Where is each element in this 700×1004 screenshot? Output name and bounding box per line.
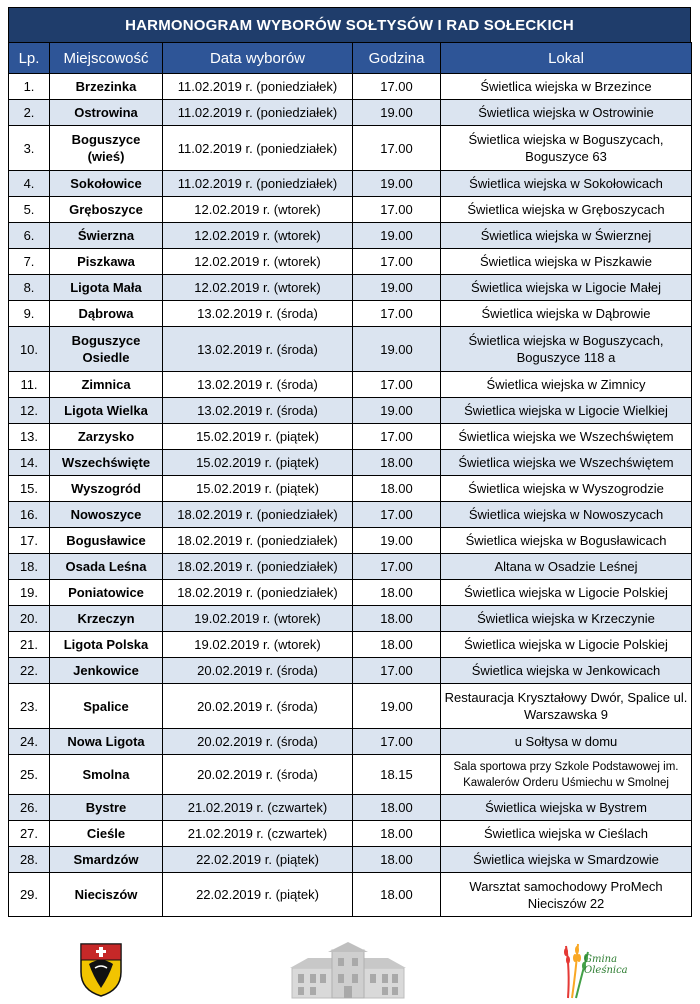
table-row bbox=[9, 197, 692, 223]
town-name: Brzezinka bbox=[50, 74, 163, 100]
row-number: 8. bbox=[9, 275, 50, 301]
table-row bbox=[9, 171, 692, 197]
schedule-sheet bbox=[8, 7, 691, 917]
row-number: 25. bbox=[9, 755, 50, 795]
election-hour: 19.00 bbox=[353, 223, 441, 249]
election-date: 13.02.2019 r. (środa) bbox=[163, 372, 353, 398]
venue: Świetlica wiejska w Cieślach bbox=[441, 821, 692, 847]
table-row bbox=[9, 554, 692, 580]
election-hour: 18.00 bbox=[353, 450, 441, 476]
election-date: 15.02.2019 r. (piątek) bbox=[163, 424, 353, 450]
town-name: Dąbrowa bbox=[50, 301, 163, 327]
town-name: Ostrowina bbox=[50, 100, 163, 126]
election-date: 11.02.2019 r. (poniedziałek) bbox=[163, 100, 353, 126]
table-row bbox=[9, 74, 692, 100]
row-number: 28. bbox=[9, 847, 50, 873]
election-date: 20.02.2019 r. (środa) bbox=[163, 658, 353, 684]
election-date: 20.02.2019 r. (środa) bbox=[163, 729, 353, 755]
town-name: Boguszyce (wieś) bbox=[50, 126, 163, 171]
row-number: 23. bbox=[9, 684, 50, 729]
row-number: 22. bbox=[9, 658, 50, 684]
row-number: 19. bbox=[9, 580, 50, 606]
row-number: 29. bbox=[9, 873, 50, 917]
row-number: 24. bbox=[9, 729, 50, 755]
venue: Świetlica wiejska w Dąbrowie bbox=[441, 301, 692, 327]
election-date: 12.02.2019 r. (wtorek) bbox=[163, 197, 353, 223]
election-date: 12.02.2019 r. (wtorek) bbox=[163, 223, 353, 249]
election-date: 15.02.2019 r. (piątek) bbox=[163, 476, 353, 502]
town-name: Krzeczyn bbox=[50, 606, 163, 632]
election-hour: 17.00 bbox=[353, 126, 441, 171]
election-hour: 17.00 bbox=[353, 424, 441, 450]
venue: Świetlica wiejska w Piszkawie bbox=[441, 249, 692, 275]
election-hour: 18.00 bbox=[353, 847, 441, 873]
venue: Świetlica wiejska w Boguszycach, Boguszyce 63 bbox=[441, 126, 692, 171]
election-hour: 19.00 bbox=[353, 327, 441, 372]
row-number: 27. bbox=[9, 821, 50, 847]
town-name: Świerzna bbox=[50, 223, 163, 249]
row-number: 18. bbox=[9, 554, 50, 580]
town-name: Nowa Ligota bbox=[50, 729, 163, 755]
election-hour: 17.00 bbox=[353, 74, 441, 100]
election-date: 13.02.2019 r. (środa) bbox=[163, 327, 353, 372]
venue: Świetlica wiejska we Wszechświętem bbox=[441, 424, 692, 450]
column-header-place: Lokal bbox=[441, 43, 692, 74]
venue: u Sołtysa w domu bbox=[441, 729, 692, 755]
election-hour: 19.00 bbox=[353, 398, 441, 424]
election-date: 22.02.2019 r. (piątek) bbox=[163, 847, 353, 873]
town-name: Cieśle bbox=[50, 821, 163, 847]
column-header-date: Data wyborów bbox=[163, 43, 353, 74]
row-number: 13. bbox=[9, 424, 50, 450]
table-row bbox=[9, 755, 692, 795]
election-hour: 17.00 bbox=[353, 372, 441, 398]
table-row bbox=[9, 580, 692, 606]
election-date: 19.02.2019 r. (wtorek) bbox=[163, 606, 353, 632]
venue: Świetlica wiejska w Smardzowie bbox=[441, 847, 692, 873]
venue: Świetlica wiejska w Boguszycach, Boguszyce 118 a bbox=[441, 327, 692, 372]
gmina-olesnica-logo bbox=[560, 940, 640, 1000]
election-hour: 17.00 bbox=[353, 658, 441, 684]
logo-line-2: Oleśnica bbox=[584, 965, 628, 976]
election-date: 18.02.2019 r. (poniedziałek) bbox=[163, 580, 353, 606]
election-hour: 18.00 bbox=[353, 476, 441, 502]
table-header-row bbox=[9, 43, 692, 74]
column-header-town: Miejscowość bbox=[50, 43, 163, 74]
town-name: Piszkawa bbox=[50, 249, 163, 275]
town-name: Bogusławice bbox=[50, 528, 163, 554]
table-row bbox=[9, 476, 692, 502]
row-number: 9. bbox=[9, 301, 50, 327]
row-number: 12. bbox=[9, 398, 50, 424]
election-date: 19.02.2019 r. (wtorek) bbox=[163, 632, 353, 658]
row-number: 2. bbox=[9, 100, 50, 126]
election-hour: 17.00 bbox=[353, 502, 441, 528]
election-hour: 18.15 bbox=[353, 755, 441, 795]
town-name: Zimnica bbox=[50, 372, 163, 398]
election-hour: 19.00 bbox=[353, 684, 441, 729]
table-row bbox=[9, 606, 692, 632]
election-date: 15.02.2019 r. (piątek) bbox=[163, 450, 353, 476]
table-row bbox=[9, 372, 692, 398]
election-hour: 19.00 bbox=[353, 171, 441, 197]
town-name: Sokołowice bbox=[50, 171, 163, 197]
election-date: 11.02.2019 r. (poniedziałek) bbox=[163, 126, 353, 171]
election-hour: 18.00 bbox=[353, 606, 441, 632]
town-name: Spalice bbox=[50, 684, 163, 729]
table-row bbox=[9, 684, 692, 729]
election-date: 20.02.2019 r. (środa) bbox=[163, 755, 353, 795]
venue: Świetlica wiejska w Bystrem bbox=[441, 795, 692, 821]
table-row bbox=[9, 301, 692, 327]
table-row bbox=[9, 658, 692, 684]
venue: Świetlica wiejska w Nowoszycach bbox=[441, 502, 692, 528]
town-name: Smardzów bbox=[50, 847, 163, 873]
table-row bbox=[9, 528, 692, 554]
town-name: Ligota Mała bbox=[50, 275, 163, 301]
election-date: 18.02.2019 r. (poniedziałek) bbox=[163, 554, 353, 580]
column-header-lp: Lp. bbox=[9, 43, 50, 74]
election-date: 21.02.2019 r. (czwartek) bbox=[163, 795, 353, 821]
table-row bbox=[9, 450, 692, 476]
table-row bbox=[9, 100, 692, 126]
venue: Świetlica wiejska w Wyszogrodzie bbox=[441, 476, 692, 502]
town-name: Poniatowice bbox=[50, 580, 163, 606]
table-row bbox=[9, 275, 692, 301]
election-hour: 19.00 bbox=[353, 100, 441, 126]
table-row bbox=[9, 223, 692, 249]
row-number: 10. bbox=[9, 327, 50, 372]
row-number: 15. bbox=[9, 476, 50, 502]
town-name: Ligota Wielka bbox=[50, 398, 163, 424]
venue: Świetlica wiejska w Ligocie Małej bbox=[441, 275, 692, 301]
table-row bbox=[9, 249, 692, 275]
town-name: Bystre bbox=[50, 795, 163, 821]
election-hour: 17.00 bbox=[353, 729, 441, 755]
column-header-hour: Godzina bbox=[353, 43, 441, 74]
row-number: 21. bbox=[9, 632, 50, 658]
election-date: 12.02.2019 r. (wtorek) bbox=[163, 275, 353, 301]
row-number: 7. bbox=[9, 249, 50, 275]
coat-of-arms-icon bbox=[79, 942, 123, 998]
venue: Altana w Osadzie Leśnej bbox=[441, 554, 692, 580]
venue: Świetlica wiejska w Jenkowicach bbox=[441, 658, 692, 684]
venue: Świetlica wiejska w Brzezince bbox=[441, 74, 692, 100]
venue: Świetlica wiejska w Ligocie Polskiej bbox=[441, 580, 692, 606]
election-date: 12.02.2019 r. (wtorek) bbox=[163, 249, 353, 275]
election-hour: 17.00 bbox=[353, 554, 441, 580]
schedule-table bbox=[8, 42, 692, 917]
venue: Świetlica wiejska we Wszechświętem bbox=[441, 450, 692, 476]
election-hour: 17.00 bbox=[353, 249, 441, 275]
town-name: Wyszogród bbox=[50, 476, 163, 502]
town-name: Nowoszyce bbox=[50, 502, 163, 528]
election-hour: 17.00 bbox=[353, 197, 441, 223]
table-row bbox=[9, 327, 692, 372]
election-hour: 19.00 bbox=[353, 275, 441, 301]
election-hour: 18.00 bbox=[353, 632, 441, 658]
venue: Świetlica wiejska w Sokołowicach bbox=[441, 171, 692, 197]
town-name: Jenkowice bbox=[50, 658, 163, 684]
row-number: 6. bbox=[9, 223, 50, 249]
row-number: 17. bbox=[9, 528, 50, 554]
row-number: 26. bbox=[9, 795, 50, 821]
town-name: Wszechświęte bbox=[50, 450, 163, 476]
election-date: 11.02.2019 r. (poniedziałek) bbox=[163, 171, 353, 197]
election-hour: 18.00 bbox=[353, 580, 441, 606]
venue: Świetlica wiejska w Ligocie Polskiej bbox=[441, 632, 692, 658]
venue: Świetlica wiejska w Ligocie Wielkiej bbox=[441, 398, 692, 424]
footer-logos bbox=[0, 936, 700, 1004]
row-number: 11. bbox=[9, 372, 50, 398]
table-row bbox=[9, 873, 692, 917]
election-date: 22.02.2019 r. (piątek) bbox=[163, 873, 353, 917]
town-name: Boguszyce Osiedle bbox=[50, 327, 163, 372]
town-name: Nieciszów bbox=[50, 873, 163, 917]
venue: Świetlica wiejska w Zimnicy bbox=[441, 372, 692, 398]
town-name: Smolna bbox=[50, 755, 163, 795]
table-row bbox=[9, 126, 692, 171]
election-date: 18.02.2019 r. (poniedziałek) bbox=[163, 502, 353, 528]
row-number: 14. bbox=[9, 450, 50, 476]
row-number: 4. bbox=[9, 171, 50, 197]
row-number: 1. bbox=[9, 74, 50, 100]
table-row bbox=[9, 398, 692, 424]
table-row bbox=[9, 847, 692, 873]
venue: Świetlica wiejska w Ostrowinie bbox=[441, 100, 692, 126]
election-date: 11.02.2019 r. (poniedziałek) bbox=[163, 74, 353, 100]
table-row bbox=[9, 795, 692, 821]
table-row bbox=[9, 729, 692, 755]
venue: Sala sportowa przy Szkole Podstawowej im. Kawalerów Orderu Uśmiechu w Smolnej bbox=[441, 755, 692, 795]
table-row bbox=[9, 632, 692, 658]
election-hour: 17.00 bbox=[353, 301, 441, 327]
town-name: Ligota Polska bbox=[50, 632, 163, 658]
town-name: Zarzysko bbox=[50, 424, 163, 450]
row-number: 16. bbox=[9, 502, 50, 528]
election-hour: 19.00 bbox=[353, 528, 441, 554]
venue: Świetlica wiejska w Gręboszycach bbox=[441, 197, 692, 223]
town-name: Gręboszyce bbox=[50, 197, 163, 223]
venue: Świetlica wiejska w Krzeczynie bbox=[441, 606, 692, 632]
election-date: 18.02.2019 r. (poniedziałek) bbox=[163, 528, 353, 554]
election-hour: 18.00 bbox=[353, 795, 441, 821]
row-number: 20. bbox=[9, 606, 50, 632]
table-row bbox=[9, 821, 692, 847]
election-date: 20.02.2019 r. (środa) bbox=[163, 684, 353, 729]
venue: Restauracja Kryształowy Dwór, Spalice ul. Warszawska 9 bbox=[441, 684, 692, 729]
venue: Świetlica wiejska w Świerznej bbox=[441, 223, 692, 249]
venue: Świetlica wiejska w Bogusławicach bbox=[441, 528, 692, 554]
election-hour: 18.00 bbox=[353, 873, 441, 917]
row-number: 3. bbox=[9, 126, 50, 171]
table-row bbox=[9, 502, 692, 528]
election-date: 13.02.2019 r. (środa) bbox=[163, 301, 353, 327]
logo-line-1: Gmina bbox=[584, 954, 618, 965]
election-date: 13.02.2019 r. (środa) bbox=[163, 398, 353, 424]
town-name: Osada Leśna bbox=[50, 554, 163, 580]
page-title: HARMONOGRAM WYBORÓW SOŁTYSÓW I RAD SOŁECKICH bbox=[8, 7, 691, 42]
venue: Warsztat samochodowy ProMech Nieciszów 22 bbox=[441, 873, 692, 917]
palace-building-icon bbox=[288, 942, 408, 1000]
row-number: 5. bbox=[9, 197, 50, 223]
election-hour: 18.00 bbox=[353, 821, 441, 847]
election-date: 21.02.2019 r. (czwartek) bbox=[163, 821, 353, 847]
table-row bbox=[9, 424, 692, 450]
